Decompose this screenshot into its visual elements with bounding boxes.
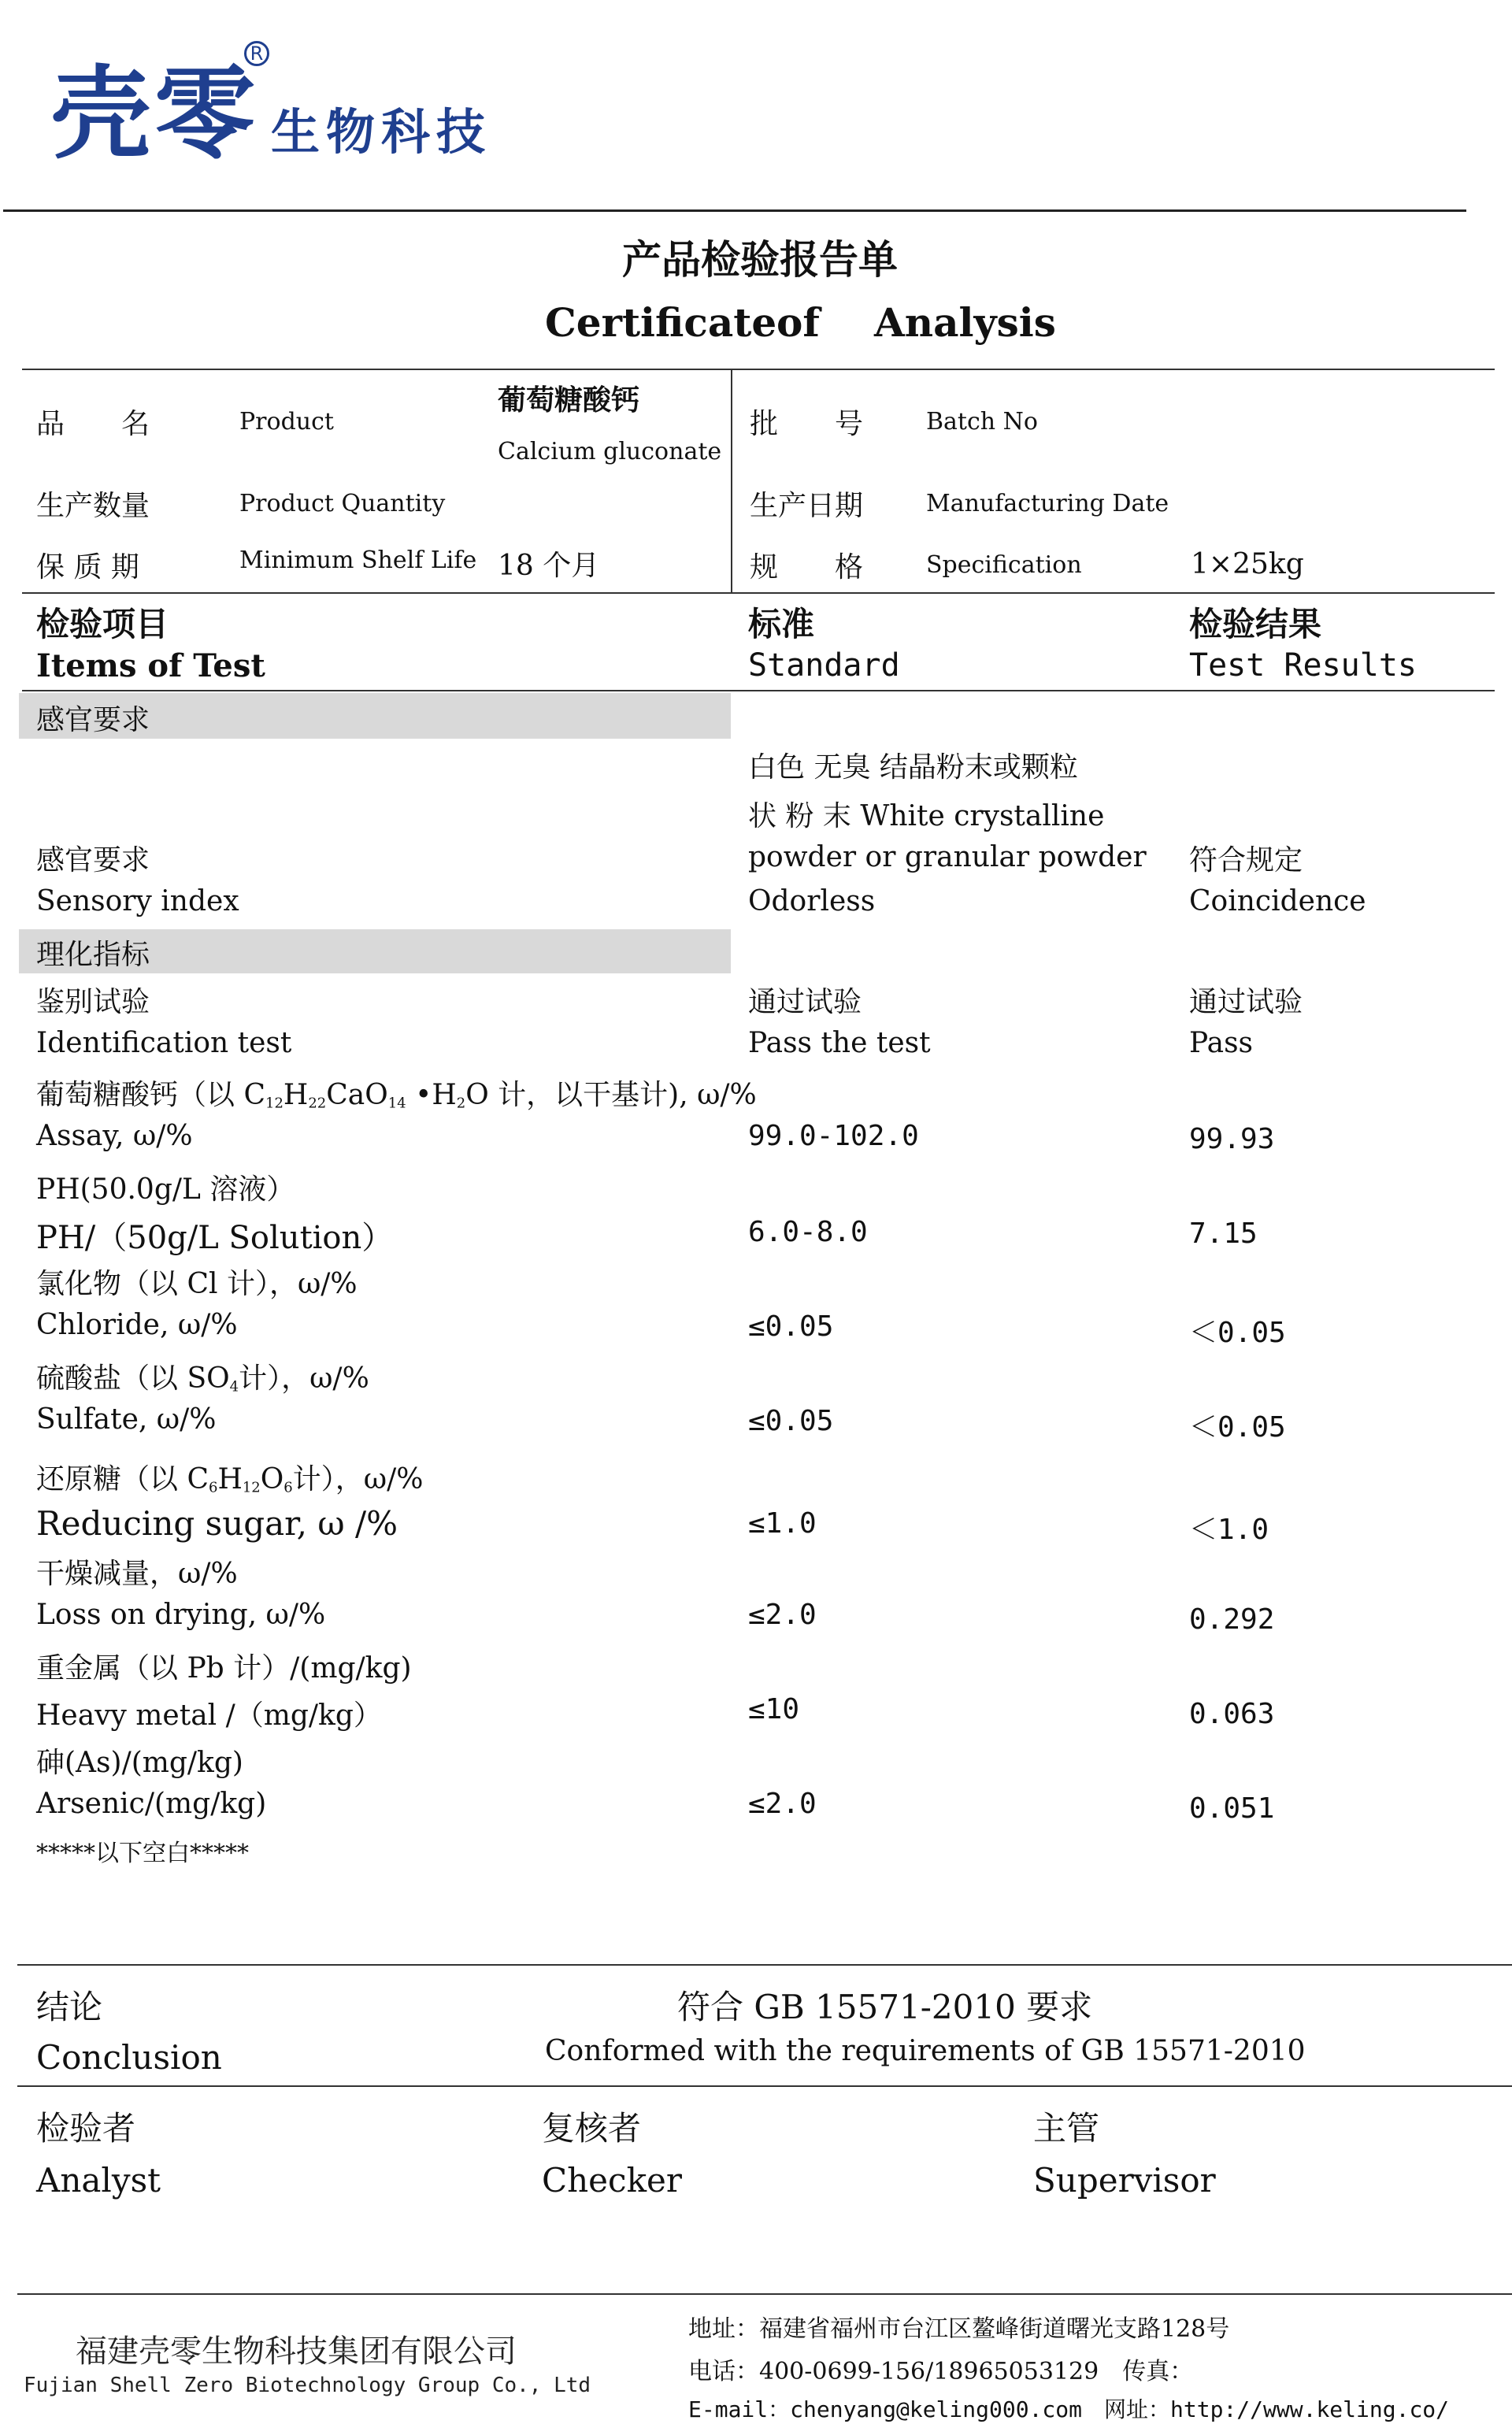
blank-remark: *****以下空白*****	[36, 1840, 249, 1867]
sulfate-standard: ≤0.05	[748, 1405, 834, 1437]
conclusion-label-cn: 结论	[36, 1988, 103, 2026]
ident-item-cn: 鉴别试验	[36, 986, 150, 1018]
sugar-item-cn: 还原糖（以 $C_6H_{12}O_6$计），ω/%	[36, 1463, 424, 1496]
header-items-cn: 检验项目	[36, 605, 169, 643]
supervisor-label-cn: 主管	[1033, 2109, 1100, 2148]
analyst-label-en: Analyst	[36, 2161, 161, 2200]
ident-result-en: Pass	[1189, 1027, 1254, 1059]
footer-phone: 电话：400-0699-156/18965053129 传真：	[688, 2358, 1194, 2385]
logo-subtitle: 生物科技	[271, 103, 492, 161]
ph-item-en: PH/（50g/L Solution）	[36, 1220, 394, 1256]
supervisor-label-en: Supervisor	[1033, 2161, 1216, 2200]
heavy-standard: ≤10	[748, 1693, 800, 1725]
arsenic-result: 0.051	[1189, 1792, 1275, 1825]
assay-standard: 99.0-102.0	[748, 1120, 919, 1152]
chloride-result: ＜0.05	[1189, 1317, 1286, 1349]
header-results-cn: 检验结果	[1189, 605, 1322, 643]
page-title-en-3: Analysis	[874, 299, 1056, 346]
mfg-date-label-en: Manufacturing Date	[926, 490, 1169, 517]
quantity-label-cn: 生产数量	[36, 490, 150, 522]
heavy-result: 0.063	[1189, 1698, 1275, 1730]
assay-item-cn: 葡萄糖酸钙（以 $C_{12}H_{22}CaO_{14}$ $•H_2O$ 计，以干基计), ω/%	[36, 1079, 757, 1112]
sugar-item-en: Reducing sugar, ω /%	[36, 1504, 398, 1543]
table-header-top-line	[22, 592, 1495, 594]
spec-value: 1×25kg	[1191, 548, 1304, 580]
ident-standard-en: Pass the test	[748, 1027, 931, 1059]
product-value-cn: 葡萄糖酸钙	[498, 384, 640, 417]
chloride-standard: ≤0.05	[748, 1310, 834, 1343]
shelf-life-value: 18 个月	[498, 550, 600, 582]
info-top-line	[22, 369, 1495, 370]
arsenic-item-cn: 砷(As)/(mg/kg)	[36, 1747, 243, 1779]
checker-label-en: Checker	[542, 2161, 682, 2200]
footer-company-cn: 福建壳零生物科技集团有限公司	[76, 2333, 517, 2370]
conclusion-text-en: Conformed with the requirements of GB 15571-2010	[545, 2035, 1306, 2067]
ph-item-cn: PH(50.0g/L 溶液）	[36, 1173, 295, 1206]
sensory-standard-line1: 白色 无臭 结晶粉末或颗粒	[748, 751, 1078, 784]
loss-standard: ≤2.0	[748, 1599, 817, 1631]
product-label-en: Product	[239, 408, 334, 436]
heavy-item-cn: 重金属（以 Pb 计）/(mg/kg)	[36, 1652, 412, 1685]
mfg-date-label-cn: 生产日期	[750, 490, 864, 522]
checker-label-cn: 复核者	[542, 2109, 642, 2148]
sensory-item-cn: 感官要求	[36, 844, 150, 877]
registered-icon: R	[244, 41, 269, 66]
header-items-en: Items of Test	[36, 647, 265, 684]
heavy-item-en: Heavy metal /（mg/kg）	[36, 1699, 382, 1732]
sulfate-item-cn: 硫酸盐（以 $SO_4$计），ω/%	[36, 1362, 369, 1395]
page-title-en-1: Certificate	[545, 299, 777, 346]
conclusion-top-line	[17, 1964, 1512, 1966]
product-label-cn: 品 名	[36, 408, 150, 440]
batch-label-cn: 批 号	[750, 408, 864, 440]
ph-standard: 6.0-8.0	[748, 1216, 868, 1248]
shelf-life-label-cn: 保 质 期	[36, 551, 139, 584]
header-standard-cn: 标准	[748, 605, 815, 643]
sensory-result-cn: 符合规定	[1189, 844, 1303, 877]
header-standard-en: Standard	[748, 647, 900, 684]
ident-standard-cn: 通过试验	[748, 986, 862, 1018]
conclusion-text-cn: 符合 GB 15571-2010 要求	[677, 1988, 1093, 2026]
loss-item-cn: 干燥减量，ω/%	[36, 1558, 238, 1590]
sensory-item-en: Sensory index	[36, 885, 239, 917]
quantity-label-en: Product Quantity	[239, 490, 446, 517]
footer-company-en: Fujian Shell Zero Biotechnology Group Co., Ltd	[24, 2374, 591, 2397]
sensory-standard-line3: powder or granular powder	[748, 841, 1147, 873]
ident-result-cn: 通过试验	[1189, 986, 1303, 1018]
page-title-cn: 产品检验报告单	[622, 236, 898, 283]
ident-item-en: Identification test	[36, 1027, 292, 1059]
shelf-life-label-en: Minimum Shelf Life	[239, 547, 477, 574]
chloride-item-en: Chloride, ω/%	[36, 1309, 238, 1341]
arsenic-item-en: Arsenic/(mg/kg)	[36, 1788, 267, 1820]
analyst-label-cn: 检验者	[36, 2109, 136, 2148]
logo-brand: 壳零	[50, 56, 259, 173]
loss-item-en: Loss on drying, ω/%	[36, 1599, 326, 1631]
sensory-result-en: Coincidence	[1189, 885, 1366, 917]
chloride-item-cn: 氯化物（以 Cl 计），ω/%	[36, 1268, 358, 1300]
table-header-bottom-line	[22, 690, 1495, 691]
sugar-result: ＜1.0	[1189, 1514, 1269, 1546]
sensory-standard-line4: Odorless	[748, 885, 876, 917]
footer-address: 地址：福建省福州市台江区鳌峰街道曙光支路128号	[688, 2315, 1230, 2343]
header-divider	[3, 209, 1466, 212]
ph-result: 7.15	[1189, 1218, 1258, 1250]
footer-email: E-mail：chenyang@keling000.com 网址：http://www.keling.co/	[688, 2396, 1450, 2422]
info-divider	[731, 370, 732, 592]
sensory-standard-line2: 状 粉 末 White crystalline	[748, 800, 1105, 832]
arsenic-standard: ≤2.0	[748, 1788, 817, 1820]
page-title-en-2: of	[776, 299, 820, 346]
sugar-standard: ≤1.0	[748, 1507, 817, 1540]
spec-label-en: Specification	[926, 551, 1082, 579]
assay-result: 99.93	[1189, 1123, 1275, 1155]
sulfate-item-en: Sulfate, ω/%	[36, 1403, 217, 1436]
header-results-en: Test Results	[1189, 647, 1417, 684]
spec-label-cn: 规 格	[750, 551, 864, 584]
section-physchem: 理化指标	[36, 939, 150, 971]
section-sensory: 感官要求	[36, 704, 150, 736]
loss-result: 0.292	[1189, 1603, 1275, 1636]
product-value-en: Calcium gluconate	[498, 438, 722, 465]
batch-label-en: Batch No	[926, 408, 1038, 436]
conclusion-label-en: Conclusion	[36, 2038, 222, 2077]
assay-item-en: Assay, ω/%	[36, 1120, 193, 1152]
footer-top-line	[17, 2293, 1512, 2295]
sulfate-result: ＜0.05	[1189, 1411, 1286, 1444]
signature-top-line	[17, 2085, 1512, 2087]
